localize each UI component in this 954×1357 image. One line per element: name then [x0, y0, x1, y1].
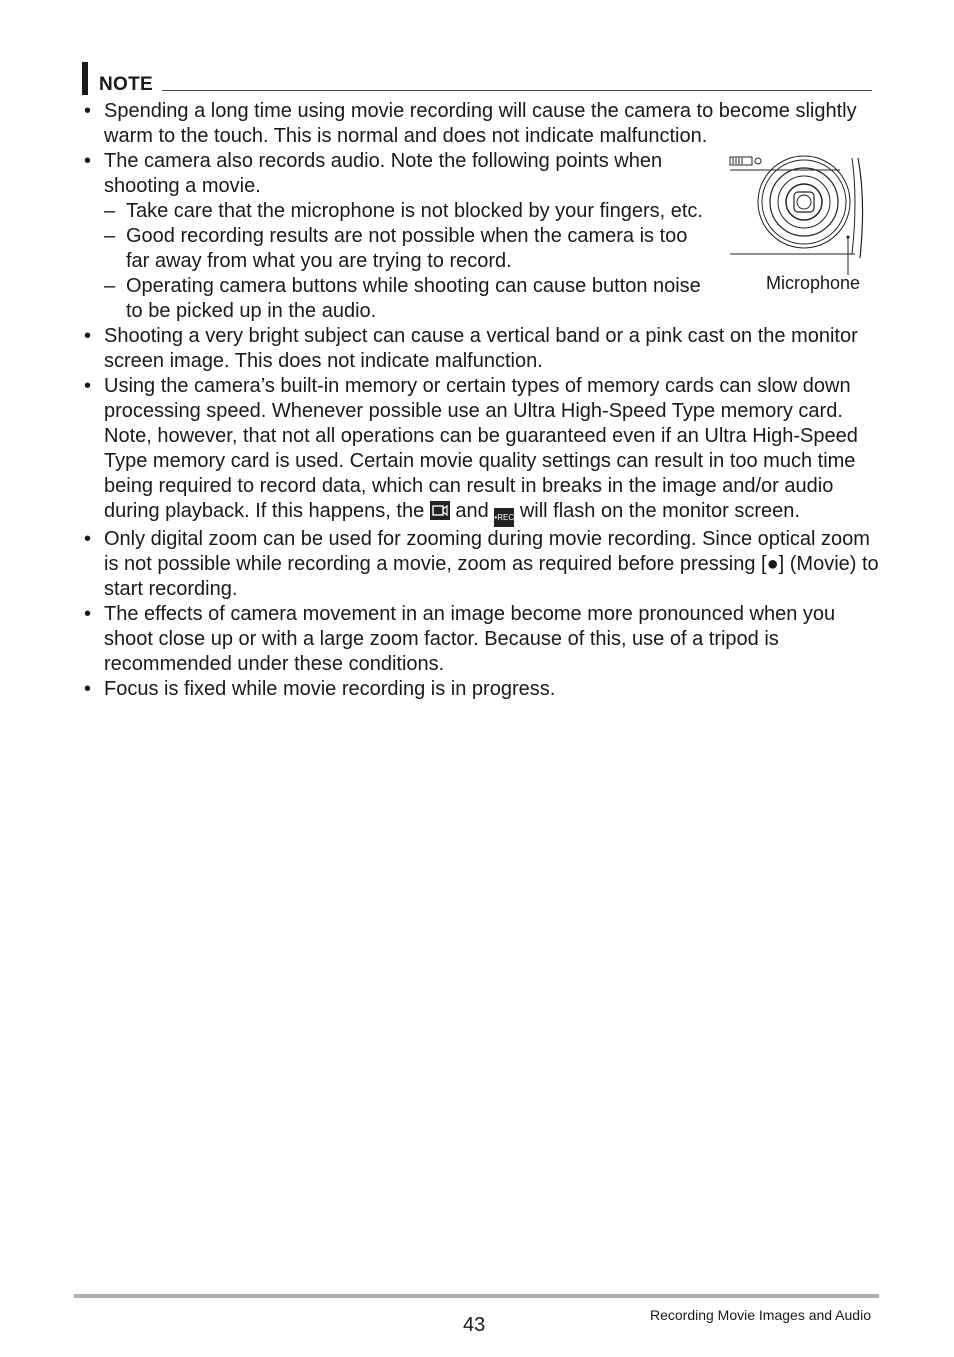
sub-item-text: Good recording results are not possible when the camera is too far away from what you are trying to record.	[126, 225, 688, 272]
bullet-text: Only digital zoom can be used for zooming during movie recording. Since optical zoom is not possible while recording a movie, zoom as required before pressing [	[104, 528, 870, 575]
footer-rule	[74, 1294, 879, 1298]
bullet-text: Shooting a very bright subject can cause a vertical band or a pink cast on the monitor screen image. This does not indicate malfunction.	[104, 325, 858, 372]
note-marker-bar	[82, 62, 88, 95]
bullet-symbol: •	[84, 150, 92, 172]
sub-item-text: Operating camera buttons while shooting can cause button noise to be picked up in the audio.	[126, 275, 701, 322]
bullet-text: Spending a long time using movie recording will cause the camera to become slightly warm to the touch. This is normal and does not indicate malfunction.	[104, 100, 857, 147]
list-item	[84, 527, 884, 602]
bullet-symbol: •	[84, 325, 92, 347]
sub-item-text: Take care that the microphone is not blocked by your fingers, etc.	[126, 200, 703, 222]
bullet-symbol: •	[84, 528, 92, 550]
sub-list-item	[84, 274, 716, 324]
bullet-text: The camera also records audio. Note the following points when shooting a movie.	[104, 150, 663, 197]
rec-icon	[494, 508, 514, 527]
list-item	[84, 149, 694, 199]
list-item	[84, 602, 884, 677]
note-header	[82, 62, 872, 96]
bullet-text: Using the camera’s built-in memory or certain types of memory cards can slow down processing speed. Whenever possible use an Ultra High-Speed Type memory card. Note, however, that not all operations can be guaranteed even if an Ultra High-Speed Type memory card is used. Certain movie quality settings can result in too much time being required to record data, which can result in breaks in the image and/or audio during playback. If this happens, the	[104, 375, 858, 522]
list-item	[84, 677, 884, 702]
bullet-text: ] (Movie) to start recording.	[104, 553, 879, 600]
camera-lens-icon	[720, 150, 880, 275]
list-item	[84, 374, 884, 527]
list-item	[84, 99, 884, 149]
camera-illustration	[720, 150, 880, 295]
movie-button-symbol: ●	[766, 553, 779, 575]
bullet-text: will flash on the monitor screen.	[519, 500, 800, 522]
dash-symbol: –	[104, 275, 116, 297]
dash-symbol: –	[104, 225, 116, 247]
bullet-symbol: •	[84, 678, 92, 700]
bullet-text: The effects of camera movement in an image become more pronounced when you shoot close up or with a large zoom factor. Because of this, use of a tripod is recommended under these conditions.	[104, 603, 836, 675]
bullet-text-and: and	[455, 500, 489, 522]
sub-list-item	[84, 224, 716, 274]
footer-section-title: Recording Movie Images and Audio	[649, 1307, 871, 1323]
bullet-symbol: •	[84, 603, 92, 625]
movie-icon	[430, 501, 450, 520]
page-number: 43	[463, 1314, 486, 1336]
microphone-caption: Microphone	[766, 273, 861, 293]
dash-symbol: –	[104, 200, 116, 222]
bullet-text: Focus is fixed while movie recording is in progress.	[104, 678, 556, 700]
note-rule	[162, 90, 872, 91]
sub-list-item	[84, 199, 716, 224]
bullet-symbol: •	[84, 375, 92, 397]
list-item	[84, 324, 884, 374]
note-label: NOTE	[99, 74, 153, 95]
rec-icon-text: •REC	[494, 513, 515, 522]
bullet-symbol: •	[84, 100, 92, 122]
